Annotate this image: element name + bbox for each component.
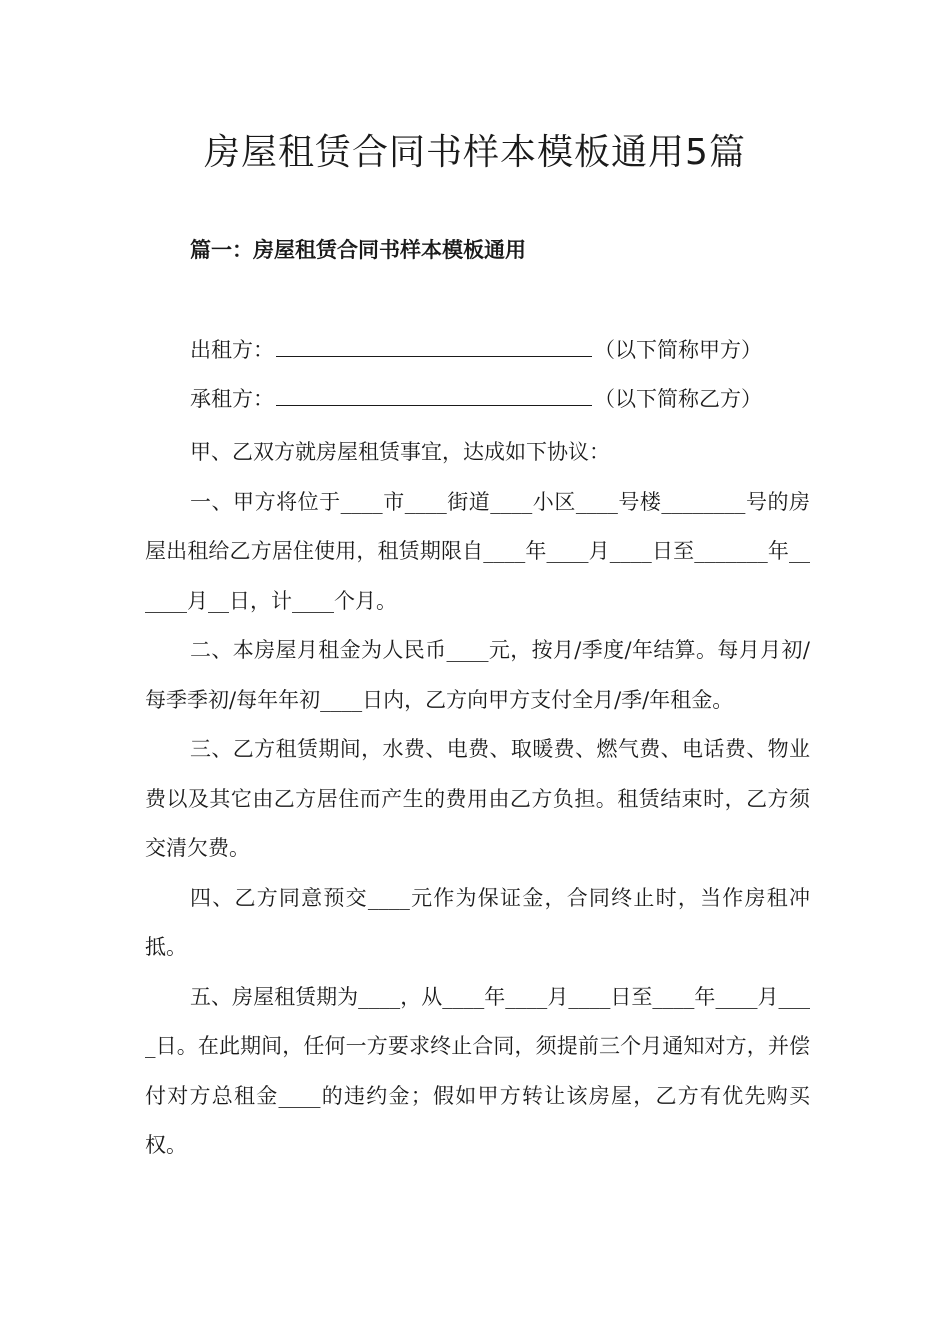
lessor-line [190, 332, 762, 368]
clause-3-expenses: 三、乙方租赁期间，水费、电费、取暖费、燃气费、电话费、物业费以及其它由乙方居住而产生的费用由乙方负担。租赁结束时，乙方须交清欠费。 [145, 737, 810, 860]
clause-1-premises: 一、甲方将位于____市____街道____小区____号楼________号的房屋出租给乙方居住使用，租赁期限自____年____月____日至_______年______月__日，计____个月。 [145, 489, 810, 613]
section-heading: 篇一：房屋租赁合同书样本模板通用 [190, 237, 526, 262]
lessee-line [190, 381, 762, 417]
lessor-label: 出租方： [190, 338, 274, 362]
lessor-name-blank [276, 334, 592, 357]
lessor-suffix: （以下简称甲方） [594, 338, 762, 362]
lessee-suffix: （以下简称乙方） [594, 387, 762, 411]
lessee-name-blank [276, 383, 592, 406]
contract-clauses [145, 428, 810, 1171]
clause-4-deposit: 四、乙方同意预交____元作为保证金，合同终止时，当作房租冲抵。 [145, 885, 810, 959]
agreement-intro: 甲、乙双方就房屋租赁事宜，达成如下协议： [190, 440, 610, 464]
document-title: 房屋租赁合同书样本模板通用5篇 [204, 132, 746, 173]
clause-2-rent: 二、本房屋月租金为人民币____元，按月/季度/年结算。每月月初/每季季初/每年年初____日内，乙方向甲方支付全月/季/年租金。 [145, 638, 810, 712]
lessee-label: 承租方： [190, 387, 274, 411]
clause-5-term: 五、房屋租赁期为____，从____年____月____日至____年____月____日。在此期间，任何一方要求终止合同，须提前三个月通知对方，并偿付对方总租金____的违约金；假如甲方转让该房屋，乙方有优先购买权。 [145, 984, 810, 1157]
